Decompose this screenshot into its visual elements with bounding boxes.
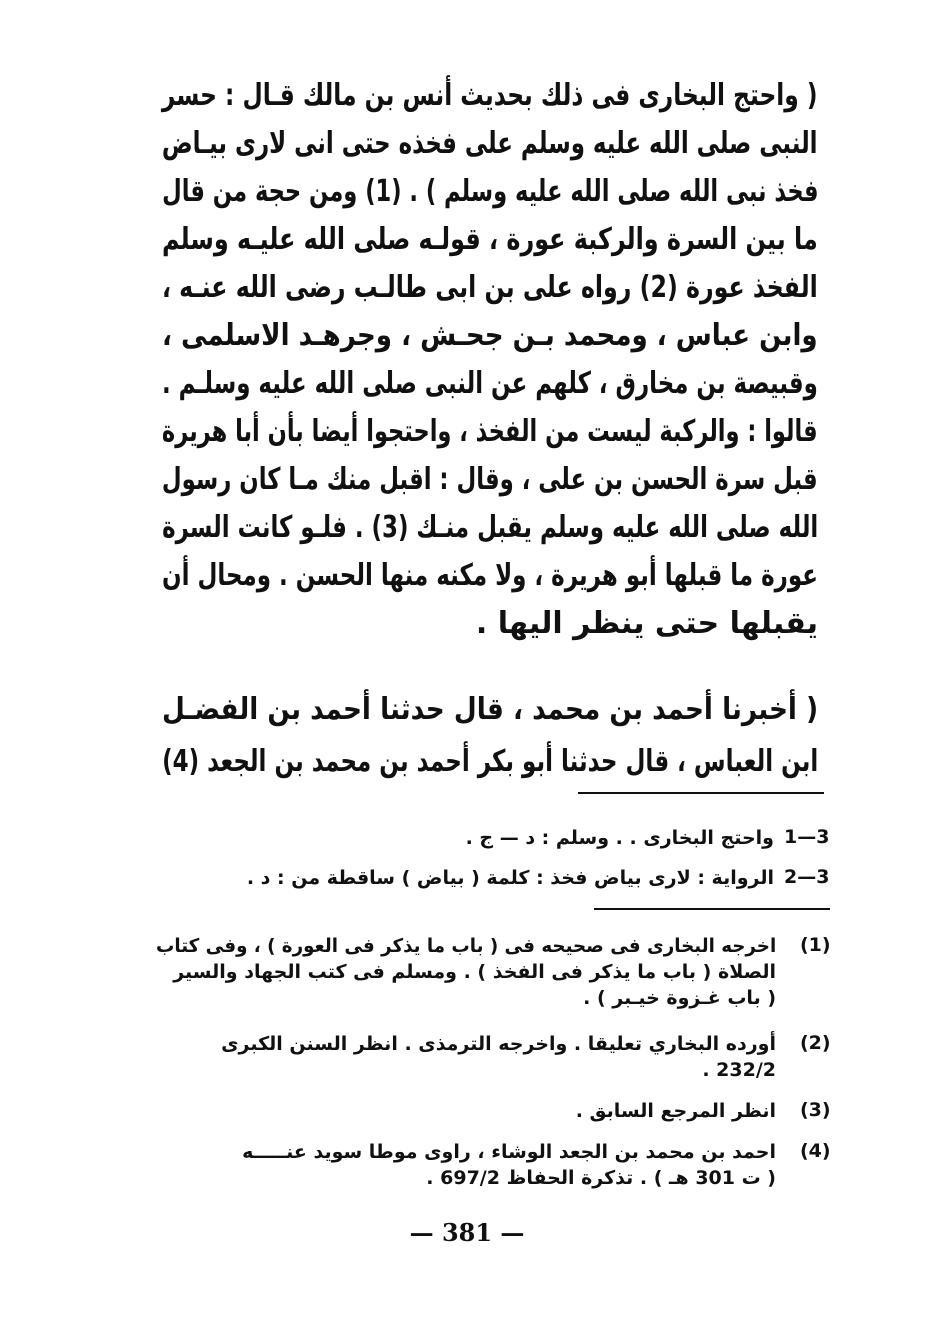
footnote-separator: [594, 908, 830, 910]
main-paragraph-2: [162, 686, 818, 786]
variant-note-text: الرواية : لارى بياض فخذ : كلمة ( بياض ) ساقطة من : د .: [246, 867, 774, 889]
text-line: النبى صلى الله عليه وسلم على فخذه حتى انى لارى بيـاض: [162, 126, 818, 161]
footnote-line: ( باب غـزوة خيـبر ) .: [583, 987, 776, 1009]
text-line: قبل سرة الحسن بن على ، وقال : اقبل منك مـا كان رسول: [162, 462, 818, 497]
footnote-line: احمد بن محمد بن الجعد الوشاء ، راوى موطا سويد عنـــــه: [242, 1141, 776, 1163]
text-line: فخذ نبى الله صلى الله عليه وسلم ) . (1) ومن حجة من قال: [161, 174, 818, 209]
footnote-line: اخرجه البخارى فى صحيحه فى ( باب ما يذكر فى العورة ) ، وفى كتاب: [155, 935, 776, 957]
variant-note-ref: 1—3: [784, 826, 830, 848]
text-line: عورة ما قبلها أبو هريرة ، ولا مكنه منها الحسن . ومحال أن: [162, 558, 818, 593]
text-line: ابن العباس ، قال حدثنا أبو بكر أحمد بن محمد بن الجعد (4): [161, 744, 818, 779]
footnote-ref: (3): [800, 1099, 831, 1121]
text-line: ( أخبرنا أحمد بن محمد ، قال حدثنا أحمد بن الفضـل: [161, 692, 818, 727]
page-number: — 381 —: [409, 1218, 525, 1247]
text-line: الله صلى الله عليه وسلم يقبل منـك (3) . فلـو كانت السرة: [161, 510, 818, 545]
text-line: يقبلها حتى ينظر اليها .: [475, 606, 818, 641]
text-line: وقبيصة بن مخارق ، كلهم عن النبى صلى الله عليه وسلـم .: [162, 366, 818, 401]
variant-note-text: واحتج البخارى . . وسلم : د — ج .: [465, 827, 774, 849]
footnote-ref: (2): [800, 1032, 831, 1054]
footnote-ref: (1): [800, 934, 831, 956]
text-line: وابن عباس ، ومحمد بـن جحـش ، وجرهـد الاسلمى ،: [162, 318, 818, 353]
text-line: قالوا : والركبة ليست من الفخذ ، واحتجوا أيضا بأن أبا هريرة: [162, 414, 818, 449]
footnote-line: ( ت 301 هـ ) . تذكرة الحفاظ 697/2 .: [426, 1167, 776, 1189]
footnote-ref: (4): [800, 1140, 831, 1162]
text-line: ما بين السرة والركبة عورة ، قولـه صلى الله عليـه وسلم: [162, 222, 818, 257]
footnote-line: أورده البخاري تعليقا . واخرجه الترمذى . انظر السنن الكبرى: [221, 1033, 776, 1055]
footnote-line: 232/2 .: [702, 1059, 776, 1081]
separator-line: [578, 792, 824, 794]
text-line: الفخذ عورة (2) رواه على بن ابى طالـب رضى الله عنـه ،: [162, 270, 818, 305]
variant-note-ref: 2—3: [784, 866, 830, 888]
text-line: ( واحتج البخارى فى ذلك بحديث أنس بن مالك قـال : حسر: [162, 78, 818, 113]
footnote-line: الصلاة ( باب ما يذكر فى الفخذ ) . ومسلم فى كتب الجهاد والسير: [173, 961, 776, 983]
main-paragraph-1: [162, 72, 818, 652]
footnote-line: انظر المرجع السابق .: [575, 1100, 776, 1122]
